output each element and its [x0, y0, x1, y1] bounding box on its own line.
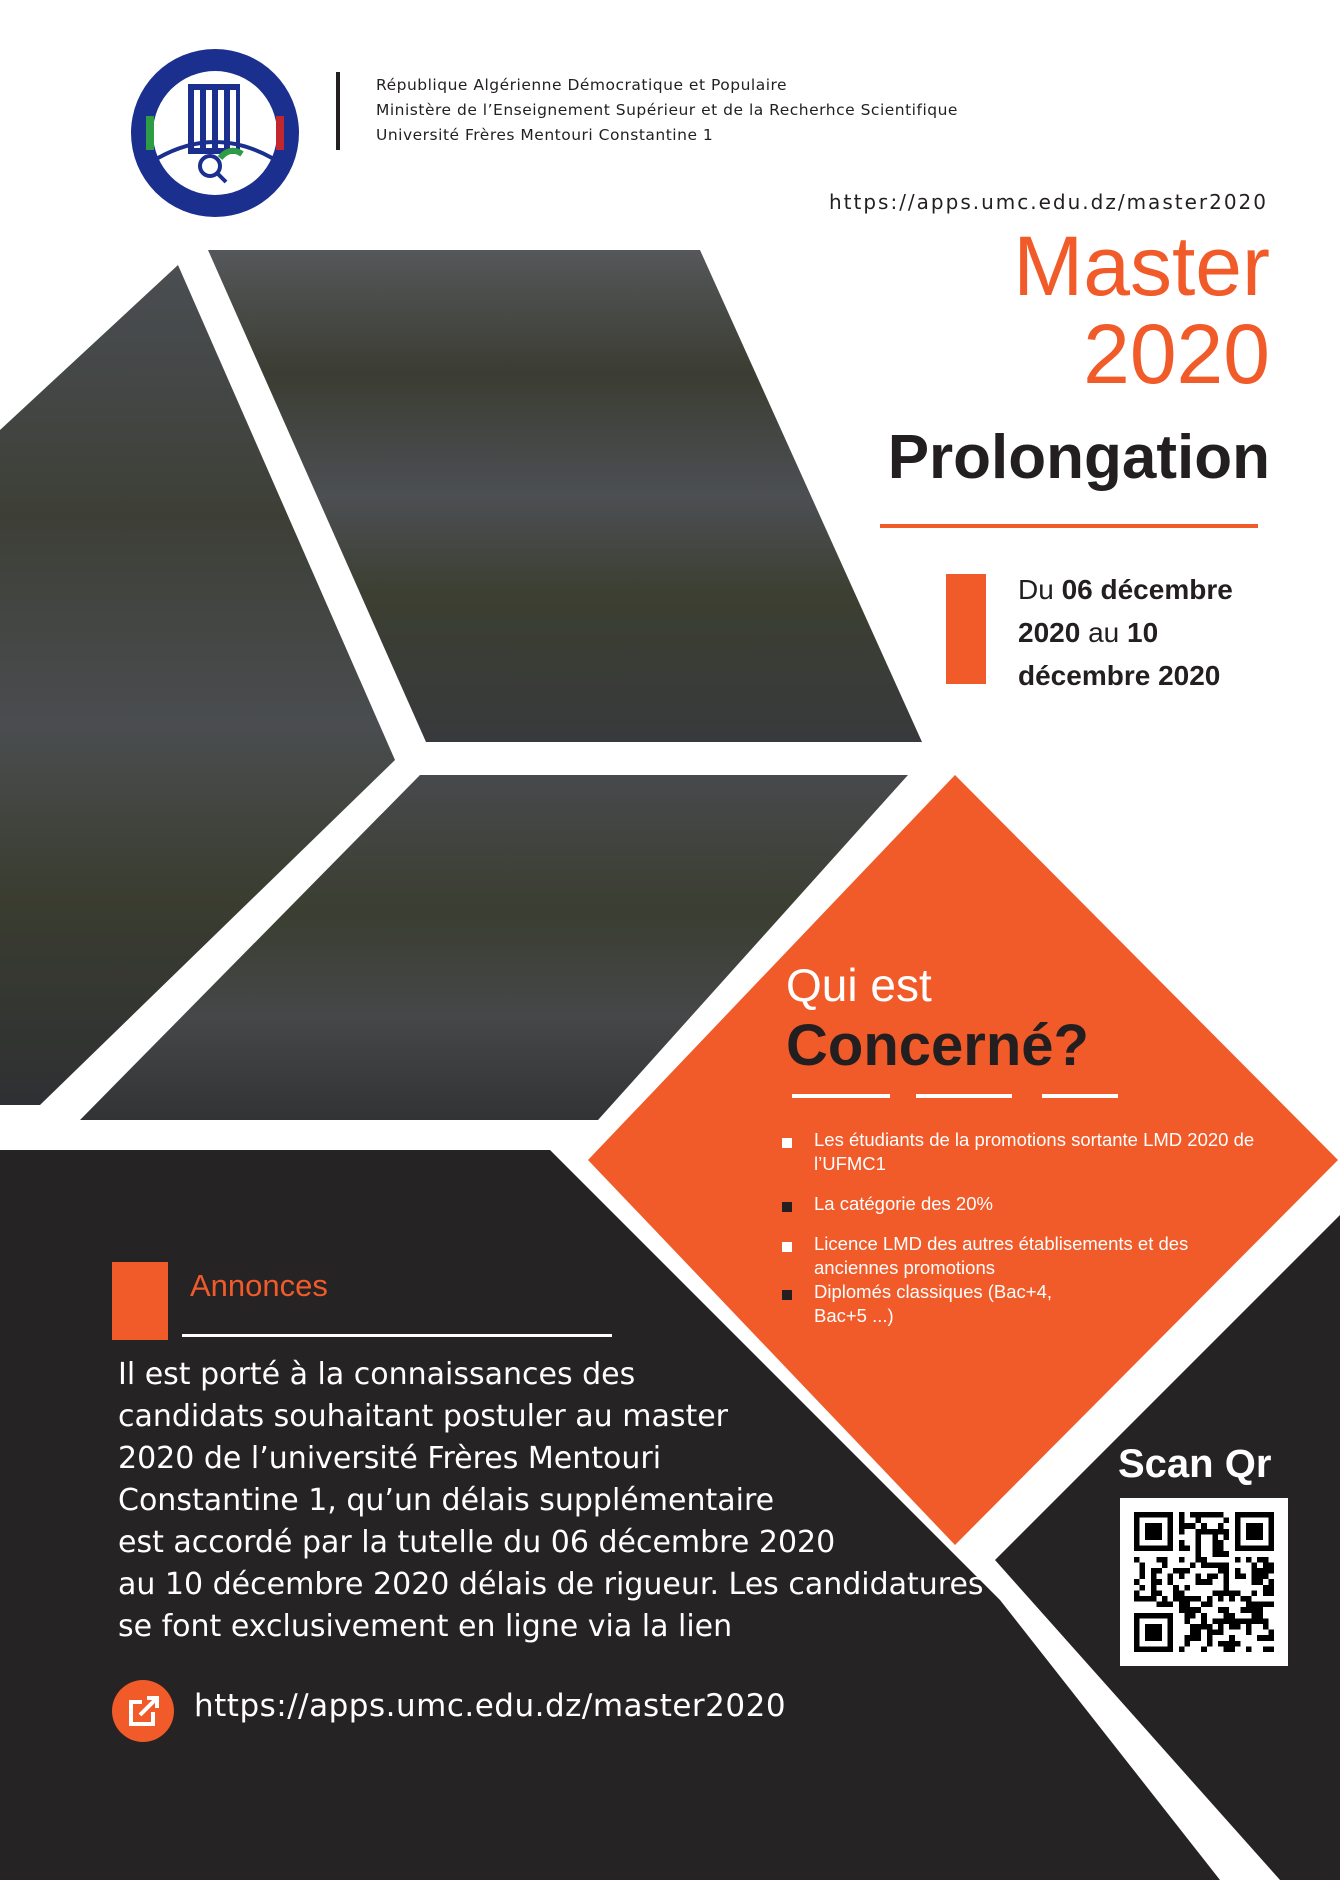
date-middle: au [1080, 617, 1127, 648]
date-prefix: Du [1018, 574, 1062, 605]
external-link-icon [112, 1680, 174, 1742]
annonces-line: est accordé par la tutelle du 06 décembre 2020 [118, 1525, 836, 1560]
bullet-icon [782, 1138, 792, 1148]
concerned-heading-big: Concerné? [786, 1013, 1089, 1078]
list-item [780, 1232, 1260, 1280]
master-title [1013, 219, 1270, 401]
heading-dash [792, 1094, 890, 1098]
heading-dash [916, 1094, 1012, 1098]
list-item-text: Licence LMD des autres établisements et des anciennes promotions [814, 1233, 1189, 1278]
qr-code-icon [1134, 1512, 1274, 1652]
bullet-icon [782, 1242, 792, 1252]
external-link-button[interactable] [112, 1680, 174, 1742]
list-item-text: Diplomés classiques (Bac+4, Bac+5 ...) [814, 1281, 1053, 1326]
list-item [780, 1280, 1094, 1328]
date-end: décembre 2020 [1018, 660, 1221, 691]
header-divider [336, 72, 340, 150]
date-range [1018, 568, 1318, 697]
annonces-body [118, 1354, 998, 1648]
prolongation-heading: Prolongation [887, 423, 1270, 492]
qr-code[interactable] [1120, 1498, 1288, 1666]
bullet-icon [782, 1202, 792, 1212]
annonces-title: Annonces [190, 1268, 328, 1303]
ministry-line: Ministère de l’Enseignement Supérieur et de la Recherhce Scientifique [376, 101, 958, 119]
top-url-link[interactable]: https://apps.umc.edu.dz/master2020 [828, 190, 1268, 214]
heading-dash [1042, 1094, 1118, 1098]
annonces-accent-bar [112, 1262, 168, 1340]
master-title-word: Master [1013, 219, 1270, 313]
university-line: Université Frères Mentouri Constantine 1 [376, 126, 714, 144]
annonces-underline [182, 1334, 612, 1337]
date-end-day: 10 [1127, 617, 1159, 648]
scan-qr-label: Scan Qr [1118, 1442, 1272, 1486]
date-start-year: 2020 [1018, 617, 1081, 648]
concerned-list [780, 1128, 1260, 1344]
annonces-line: candidats souhaitant postuler au master [118, 1399, 729, 1434]
list-item [780, 1192, 1260, 1216]
list-item [780, 1128, 1260, 1176]
republic-line: République Algérienne Démocratique et Populaire [376, 76, 788, 94]
bullet-icon [782, 1290, 792, 1300]
annonces-line: Constantine 1, qu’un délais supplémentaire [118, 1483, 775, 1518]
list-item-text: La catégorie des 20% [814, 1193, 993, 1214]
annonces-line: Il est porté à la connaissances des [118, 1357, 636, 1392]
list-item-text: Les étudiants de la promotions sortante LMD 2020 de l’UFMC1 [814, 1129, 1255, 1174]
university-logo [128, 46, 302, 220]
title-underline [880, 524, 1258, 528]
annonces-line: se font exclusivement en ligne via la lien [118, 1609, 733, 1644]
annonces-line: 2020 de l’université Frères Mentouri [118, 1441, 662, 1476]
university-seal-icon [128, 46, 302, 220]
master-title-year: 2020 [1083, 307, 1270, 401]
date-accent-bar [946, 574, 986, 684]
annonces-link[interactable]: https://apps.umc.edu.dz/master2020 [194, 1688, 787, 1724]
annonces-line: au 10 décembre 2020 délais de rigueur. Les candidatures [118, 1567, 984, 1602]
concerned-heading-small: Qui est [786, 959, 932, 1011]
date-start: 06 décembre [1061, 574, 1233, 605]
